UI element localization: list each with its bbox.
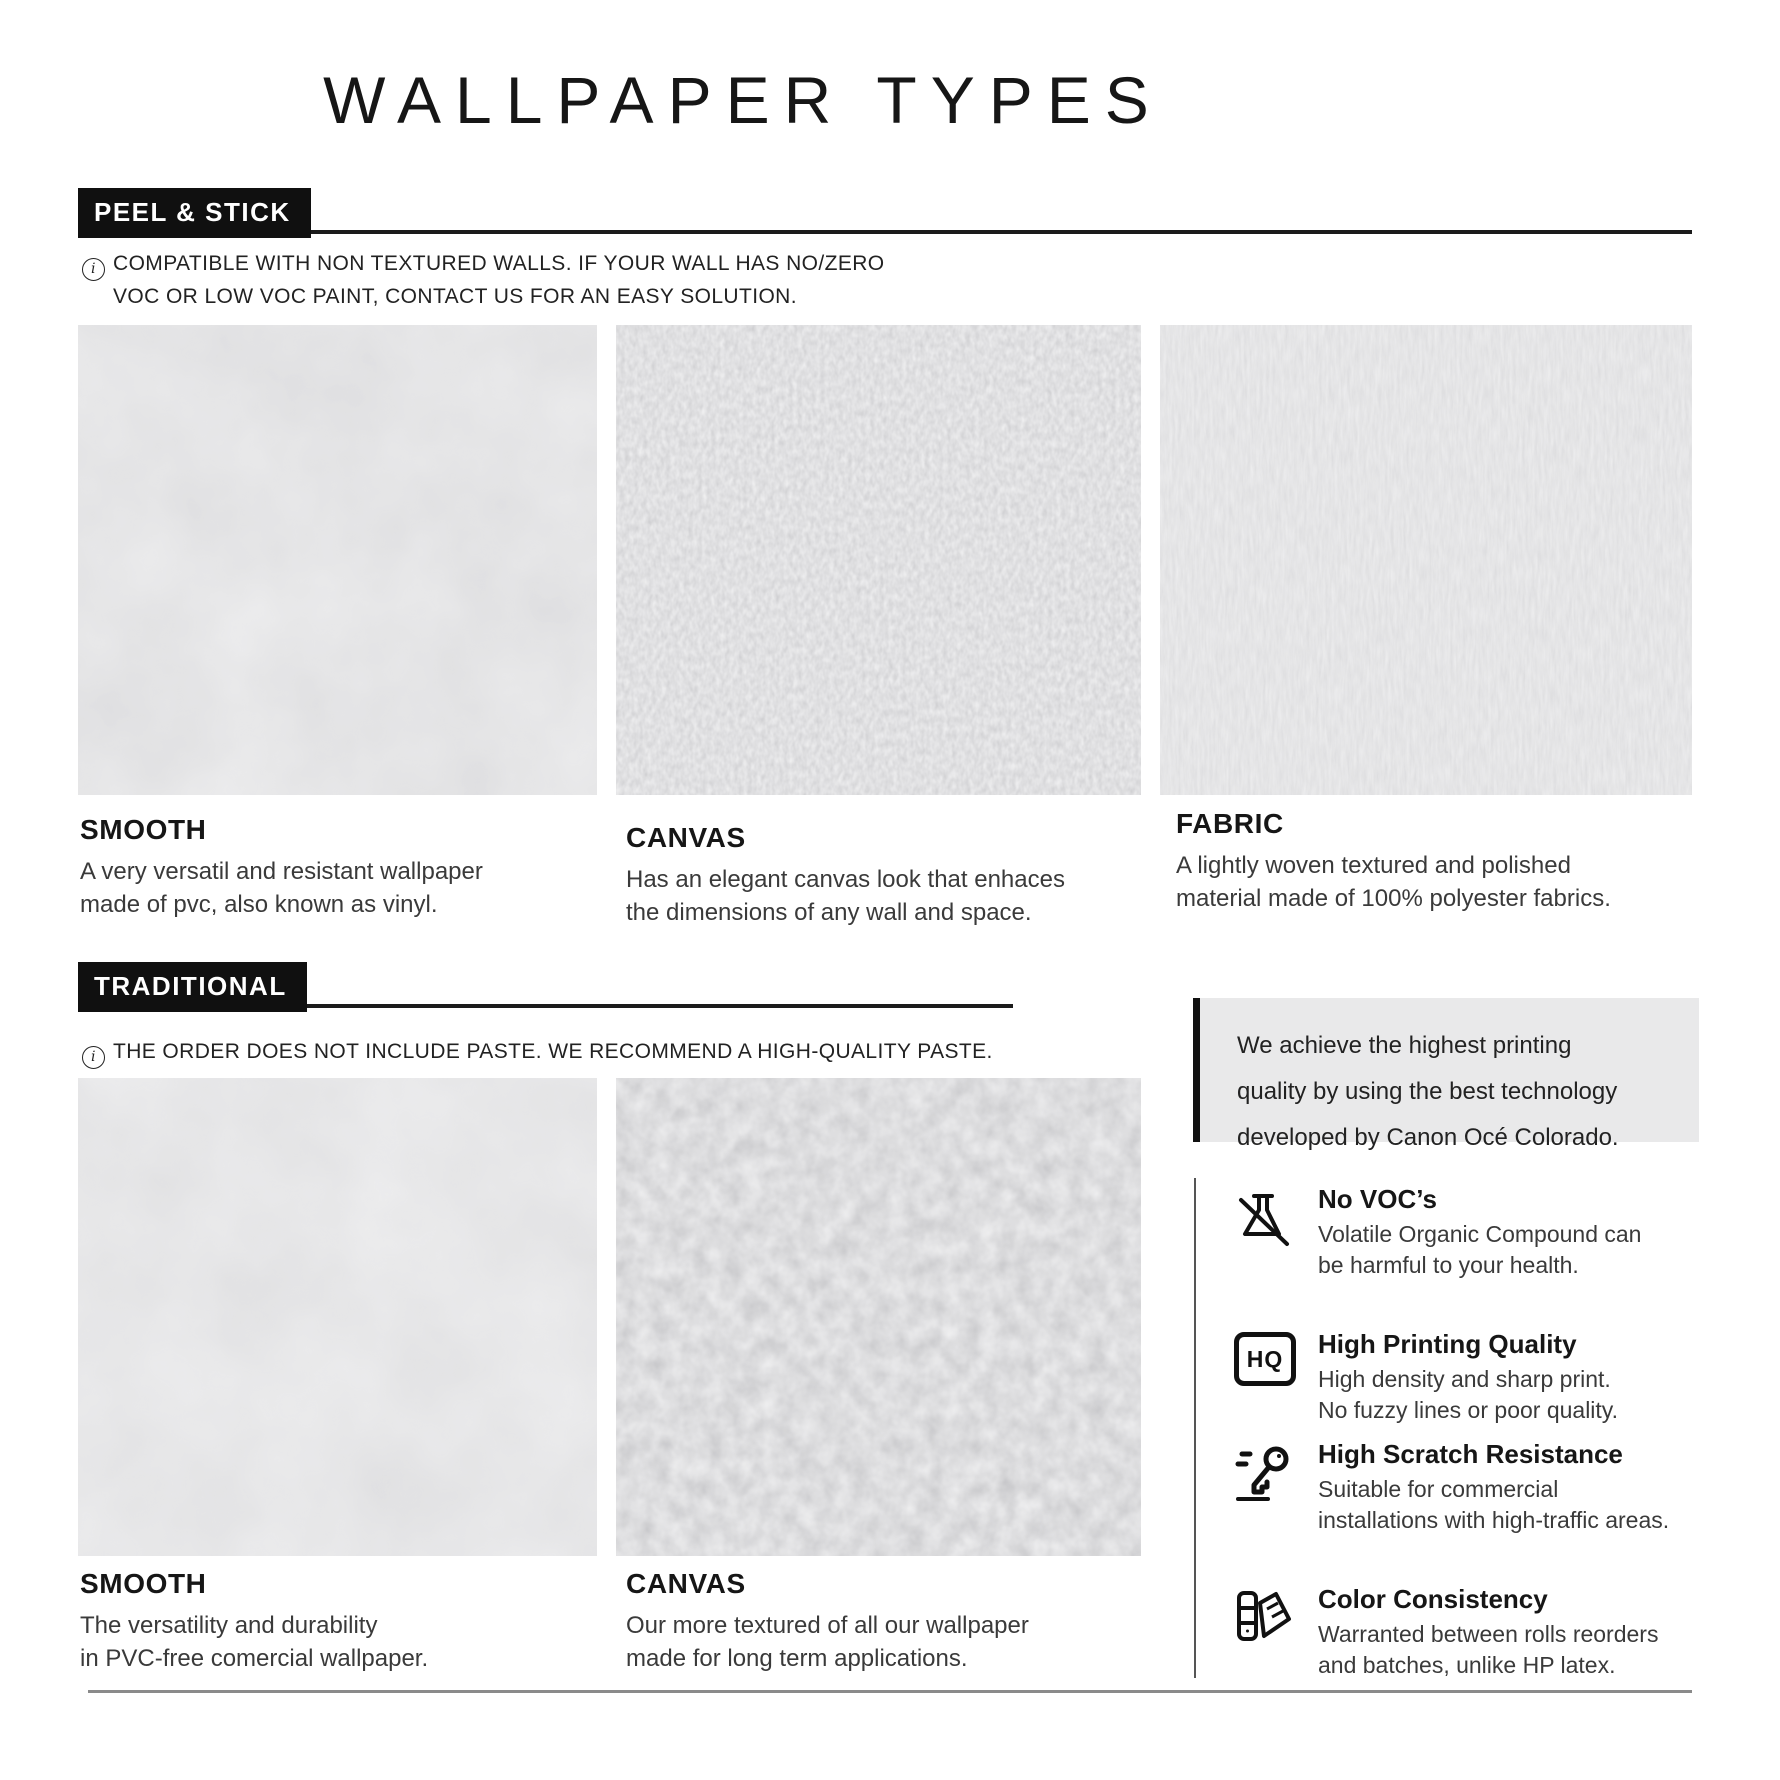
swatch-description: Our more textured of all our wallpaper made for long term applications.: [626, 1612, 1029, 1672]
feature-title: No VOC’s: [1318, 1184, 1437, 1214]
peel-stick-note-line1: COMPATIBLE WITH NON TEXTURED WALLS. IF YOUR WALL HAS NO/ZERO: [113, 252, 885, 275]
feature-high-printing-quality: [1234, 1328, 1754, 1426]
printing-quality-quote-box: [1193, 998, 1699, 1151]
swatch-name: CANVAS: [626, 1568, 746, 1599]
peel-stick-rule: [78, 230, 1692, 234]
feature-description: High density and sharp print. No fuzzy lines or poor quality.: [1318, 1366, 1618, 1423]
feature-no-vocs: [1234, 1183, 1754, 1281]
no-voc-flask-icon: [1234, 1187, 1294, 1247]
caption-traditional-canvas: [626, 1568, 1146, 1675]
swatch-name: SMOOTH: [80, 1568, 207, 1599]
swatch-name: SMOOTH: [80, 814, 207, 845]
peel-stick-label: PEEL & STICK: [78, 188, 311, 238]
swatch-description: The versatility and durability in PVC-free comercial wallpaper.: [80, 1612, 429, 1672]
feature-color-consistency: [1234, 1583, 1754, 1681]
scratch-key-icon: [1234, 1442, 1294, 1502]
caption-peelstick-canvas: [626, 822, 1146, 929]
feature-title: Color Consistency: [1318, 1584, 1548, 1614]
caption-traditional-smooth: [80, 1568, 590, 1675]
feature-title: High Printing Quality: [1318, 1329, 1577, 1359]
swatch-traditional-smooth-texture: [78, 1078, 597, 1556]
hq-badge-icon: HQ: [1234, 1332, 1294, 1392]
color-swatches-icon: [1234, 1587, 1294, 1647]
swatch-traditional-canvas-texture: [616, 1078, 1141, 1556]
peel-stick-note-line2: VOC OR LOW VOC PAINT, CONTACT US FOR AN EASY SOLUTION.: [113, 284, 797, 308]
swatch-description: A lightly woven textured and polished material made of 100% polyester fabrics.: [1176, 852, 1611, 912]
swatch-peelstick-fabric-texture: [1160, 325, 1692, 795]
feature-high-scratch-resistance: [1234, 1438, 1754, 1536]
traditional-note: [82, 1036, 993, 1069]
caption-peelstick-fabric: [1176, 808, 1706, 915]
swatch-peelstick-canvas-texture: [616, 325, 1141, 795]
peel-stick-note: [82, 248, 885, 313]
traditional-header: [78, 962, 307, 1012]
features-divider-line: [1194, 1178, 1196, 1678]
printing-quality-quote: We achieve the highest printing quality by using the best technology developed by Canon Océ Colorado.: [1237, 1032, 1619, 1151]
info-icon: i: [82, 258, 105, 281]
traditional-label: TRADITIONAL: [78, 962, 307, 1012]
feature-description: Volatile Organic Compound can be harmful to your health.: [1318, 1221, 1642, 1278]
peel-stick-header: [78, 188, 311, 238]
traditional-note-line1: THE ORDER DOES NOT INCLUDE PASTE. WE RECOMMEND A HIGH-QUALITY PASTE.: [113, 1040, 993, 1063]
swatch-peelstick-smooth-texture: [78, 325, 597, 795]
info-icon: i: [82, 1046, 105, 1069]
feature-description: Warranted between rolls reorders and batches, unlike HP latex.: [1318, 1621, 1659, 1678]
swatch-name: FABRIC: [1176, 808, 1284, 839]
feature-description: Suitable for commercial installations with high-traffic areas.: [1318, 1476, 1670, 1533]
caption-peelstick-smooth: [80, 814, 590, 921]
swatch-description: Has an elegant canvas look that enhaces the dimensions of any wall and space.: [626, 866, 1065, 926]
swatch-name: CANVAS: [626, 822, 746, 853]
page-title: WALLPAPER TYPES: [323, 63, 1163, 137]
bottom-divider: [88, 1690, 1692, 1693]
feature-title: High Scratch Resistance: [1318, 1439, 1623, 1469]
swatch-description: A very versatil and resistant wallpaper made of pvc, also known as vinyl.: [80, 858, 483, 918]
